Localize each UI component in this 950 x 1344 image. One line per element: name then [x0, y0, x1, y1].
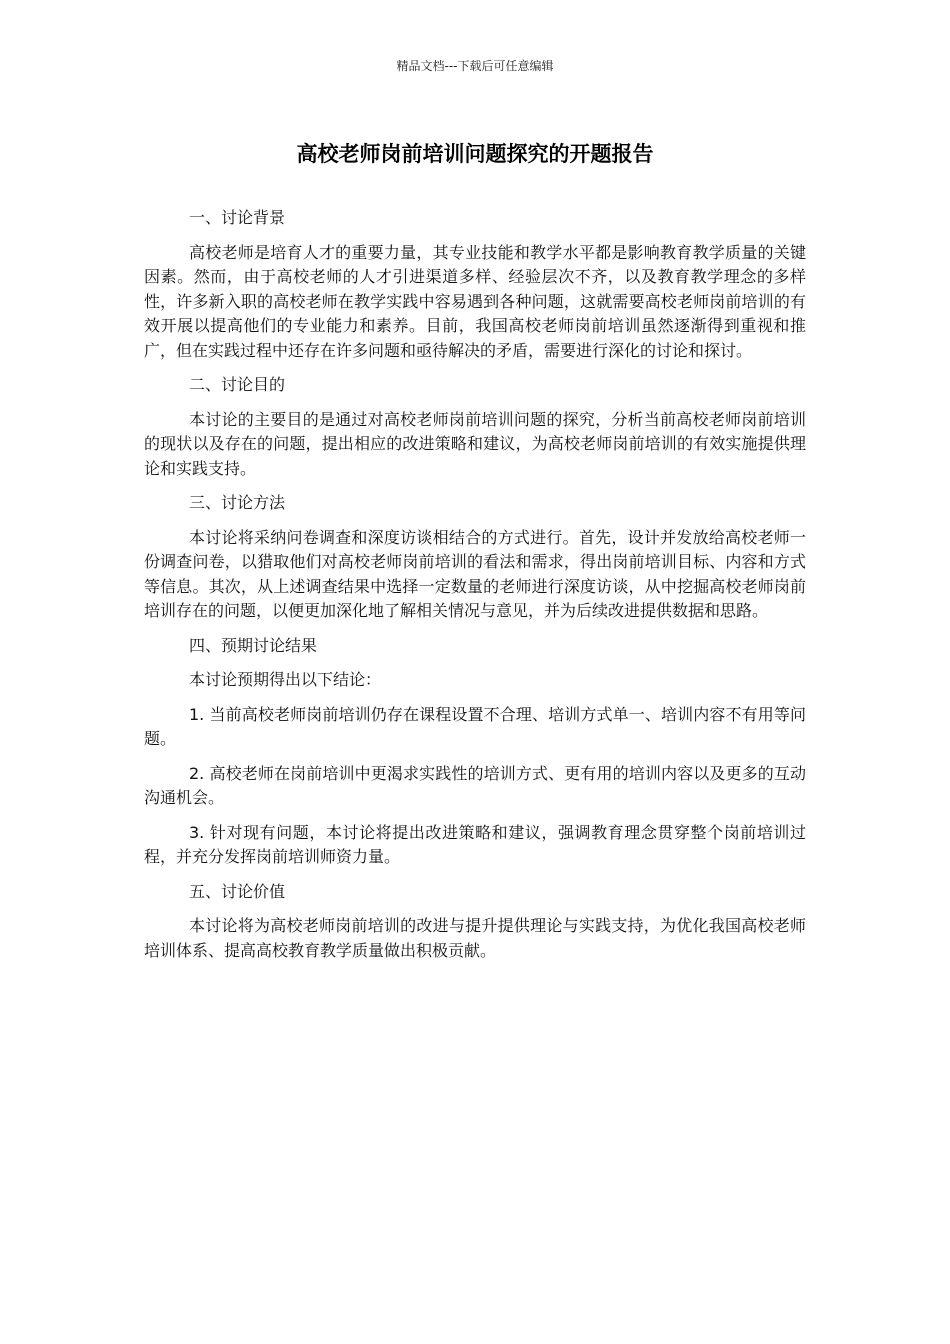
section-paragraph-value: 本讨论将为高校老师岗前培训的改进与提升提供理论与实践支持，为优化我国高校老师培训体系、提高高校教育教学质量做出积极贡献。	[144, 916, 806, 960]
section-heading-expected-results: 四、预期讨论结果	[189, 635, 318, 655]
section-heading-method: 三、讨论方法	[189, 493, 286, 512]
section-paragraph-purpose: 本讨论的主要目的是通过对高校老师岗前培训问题的探究，分析当前高校老师岗前培训的现状以及存在的问题，提出相应的改进策略和建议，为高校老师岗前培训的有效实施提供理论和实践支持。	[144, 409, 806, 478]
section-heading-background: 一、讨论背景	[189, 208, 286, 227]
expected-results-intro: 本讨论预期得出以下结论：	[189, 670, 382, 689]
section-heading-value: 五、讨论价值	[189, 881, 286, 901]
expected-result-item: 2. 高校老师在岗前培训中更渴求实践性的培训方式、更有用的培训内容以及更多的互动沟通机会。	[144, 763, 806, 807]
section-heading-purpose: 二、讨论目的	[189, 375, 286, 394]
section-paragraph-method: 本讨论将采纳问卷调查和深度访谈相结合的方式进行。首先，设计并发放给高校老师一份调查问卷，以猎取他们对高校老师岗前培训的看法和需求，得出岗前培训目标、内容和方式等信息。其次，从上述调查结果中选择一定数量的老师进行深度访谈，从中挖掘高校老师岗前培训存在的问题，以便更加深化地了解相关情况与意见，并为后续改进提供数据和思路。	[144, 527, 806, 620]
expected-result-item: 3. 针对现有问题，本讨论将提出改进策略和建议，强调教育理念贯穿整个岗前培训过程，并充分发挥岗前培训师资力量。	[144, 822, 806, 866]
document-body	[144, 206, 806, 973]
expected-result-item: 1. 当前高校老师岗前培训仍存在课程设置不合理、培训方式单一、培训内容不有用等问题。	[144, 704, 806, 748]
document-title: 高校老师岗前培训问题探究的开题报告	[296, 142, 654, 166]
page-header-note: 精品文档---下载后可任意编辑	[396, 59, 554, 73]
section-paragraph-background: 高校老师是培育人才的重要力量，其专业技能和教学水平都是影响教育教学质量的关键因素。然而，由于高校老师的人才引进渠道多样、经验层次不齐，以及教育教学理念的多样性，许多新入职的高校老师在教学实践中容易遇到各种问题，这就需要高校老师岗前培训的有效开展以提高他们的专业能力和素养。目前，我国高校老师岗前培训虽然逐渐得到重视和推广，但在实践过程中还存在许多问题和亟待解决的矛盾，需要进行深化的讨论和探讨。	[144, 242, 806, 360]
